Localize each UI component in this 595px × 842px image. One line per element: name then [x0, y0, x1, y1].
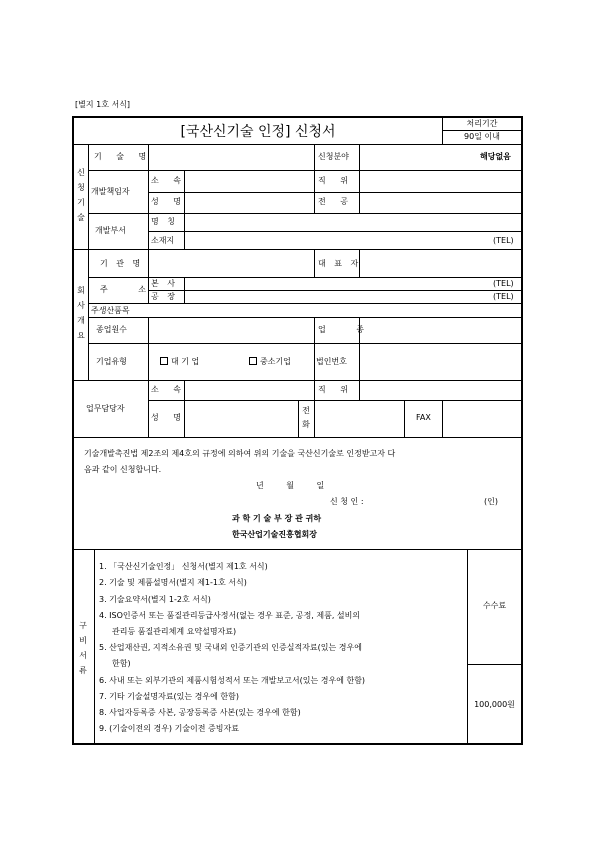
doc-item-3: 3. 기술요약서(별지 1-2호 서식) — [99, 595, 211, 604]
processing-period: 90일 이내 — [464, 132, 500, 141]
fee-value: 100,000원 — [474, 700, 515, 709]
form-number: [별지 1호 서식] — [75, 100, 131, 109]
contact-affiliation-label: 소 속 — [151, 385, 187, 394]
section-company-char-3: 개 — [77, 316, 85, 325]
contact-fax-label: FAX — [416, 413, 431, 422]
processing-label: 처리기간 — [466, 119, 498, 128]
dev-affiliation-label: 소 속 — [151, 176, 187, 185]
section-company-char-4: 요 — [77, 331, 85, 340]
business-type-label: 업 종 — [318, 325, 378, 334]
doc-item-8: 8. 사업자등록증 사본, 공장등록증 사본(있는 경우에 한함) — [99, 708, 301, 717]
company-label-divider — [88, 249, 89, 380]
row-line — [73, 437, 522, 438]
sme-checkbox[interactable] — [249, 357, 257, 365]
col-line — [314, 400, 315, 437]
recipient-minister: 과 학 기 술 부 장 관 귀하 — [232, 514, 322, 523]
section-tech-char-2: 청 — [77, 183, 85, 192]
row-line — [148, 192, 522, 193]
statement-line-2: 음과 같이 신청합니다. — [84, 465, 162, 474]
col-line — [314, 249, 315, 277]
head-office-tel: (TEL) — [493, 279, 514, 288]
large-company-checkbox[interactable] — [160, 357, 168, 365]
employees-label: 종업원수 — [96, 325, 127, 334]
contact-position-label: 직 위 — [318, 385, 354, 394]
col-line — [94, 549, 95, 743]
doc-item-5: 5. 산업재산권, 지적소유권 및 국내외 인증기관의 인증실적자료(있는 경우에 — [99, 643, 362, 652]
row-line — [467, 664, 522, 665]
section-tech-char-1: 신 — [77, 168, 85, 177]
doc-item-9: 9. (기술이전의 경우) 기술이전 증빙자료 — [99, 724, 239, 733]
section-tech-char-3: 기 — [77, 198, 85, 207]
title-bottom-line — [73, 144, 522, 145]
head-office-label: 본 사 — [151, 279, 178, 288]
sme-option[interactable] — [249, 357, 291, 367]
factory-tel: (TEL) — [493, 292, 514, 301]
row-line — [73, 249, 522, 250]
col-line — [314, 144, 315, 213]
fee-label: 수수료 — [482, 601, 507, 610]
ceo-label: 대 표 자 — [318, 259, 362, 268]
applicant-label: 신 청 인 : — [330, 497, 364, 506]
phone-char-2: 화 — [302, 420, 310, 429]
large-company-option[interactable] — [160, 357, 199, 367]
doc-item-4-cont: 관리등 품질관리체계 요약설명자료) — [112, 627, 237, 636]
row-line — [88, 303, 522, 304]
dept-tel: (TEL) — [493, 236, 514, 245]
sme-text: 중소기업 — [260, 357, 291, 366]
field-value: 해당없음 — [480, 152, 511, 161]
dept-name-label: 명 칭 — [151, 217, 178, 226]
applicant-seal: (인) — [484, 497, 498, 506]
doc-item-6: 6. 사내 또는 외부기관의 제품시험성적서 또는 개발보고서(있는 경우에 한함) — [99, 676, 366, 685]
company-address-label: 주 소 — [100, 285, 160, 294]
row-line — [148, 290, 522, 291]
tech-name-label: 기 술 명 — [94, 152, 153, 161]
large-company-text: 대 기 업 — [171, 357, 200, 366]
col-line — [298, 400, 299, 437]
company-type-label: 기업유형 — [96, 357, 127, 366]
corp-number-label: 법인번호 — [316, 357, 347, 366]
developer-label: 개발책임자 — [91, 187, 130, 196]
documents-char-3: 서 — [79, 651, 87, 660]
documents-char-4: 류 — [79, 666, 87, 675]
doc-item-1: 1. 「국산신기술인정」 신청서(별지 제1호 서식) — [99, 562, 268, 571]
section-tech-label — [75, 165, 87, 225]
main-products-label: 주생산품목 — [91, 306, 130, 315]
doc-item-4: 4. ISO인증서 또는 품질관리등급사정서(없는 경우 표준, 공정, 제품, 설비의 — [99, 611, 361, 620]
phone-char-1: 전 — [302, 406, 310, 415]
row-line — [148, 400, 522, 401]
col-line — [359, 144, 360, 213]
frame-right — [521, 116, 523, 744]
factory-label: 공 장 — [151, 292, 178, 301]
row-line — [73, 380, 522, 381]
row-line — [73, 549, 522, 550]
org-name-label: 기 관 명 — [100, 259, 144, 268]
row-line — [88, 343, 522, 344]
documents-char-1: 구 — [79, 621, 87, 630]
doc-item-7: 7. 기타 기술설명자료(있는 경우에 한함) — [99, 692, 239, 701]
row-line — [88, 170, 522, 171]
col-line — [148, 317, 149, 380]
frame-bottom — [72, 743, 523, 745]
application-date: 년 월 일 — [256, 481, 325, 490]
section-company-char-2: 사 — [77, 301, 85, 310]
section-company-label — [75, 283, 87, 343]
col-line — [314, 380, 315, 400]
row-line — [148, 231, 522, 232]
field-label: 신청분야 — [318, 152, 349, 161]
col-line — [314, 317, 315, 380]
documents-label — [77, 618, 89, 678]
col-line — [148, 380, 149, 437]
dev-name-label: 성 명 — [151, 197, 187, 206]
tech-label-divider — [88, 144, 89, 249]
col-line — [184, 277, 185, 303]
doc-item-5-cont: 한함) — [112, 659, 131, 668]
dev-position-label: 직 위 — [318, 176, 354, 185]
documents-char-2: 비 — [79, 636, 87, 645]
col-line — [404, 400, 405, 437]
col-line — [467, 549, 468, 743]
section-tech-char-4: 술 — [77, 213, 85, 222]
contact-phone-label — [300, 404, 312, 432]
contact-label: 업무담당자 — [86, 404, 125, 413]
contact-name-label: 성 명 — [151, 413, 187, 422]
form-title: [국산신기술 인정] 신청서 — [180, 124, 336, 140]
doc-item-2: 2. 기술 및 제품설명서(별지 제1-1호 서식) — [99, 578, 247, 587]
dept-address-label: 소재지 — [151, 236, 175, 245]
col-line — [442, 400, 443, 437]
recipient-association: 한국산업기술진흥협회장 — [232, 530, 318, 539]
dev-major-label: 전 공 — [318, 197, 354, 206]
frame-left — [72, 116, 74, 744]
section-company-char-1: 회 — [77, 286, 85, 295]
row-line — [88, 317, 522, 318]
dept-label: 개발부서 — [95, 226, 126, 235]
statement-line-1: 기술개발촉진법 제2조의 제4호의 규정에 의하여 위의 기술을 국산신기술로 인정받고자 다 — [84, 449, 396, 458]
col-line — [359, 380, 360, 400]
row-line — [88, 277, 522, 278]
row-line — [88, 213, 522, 214]
